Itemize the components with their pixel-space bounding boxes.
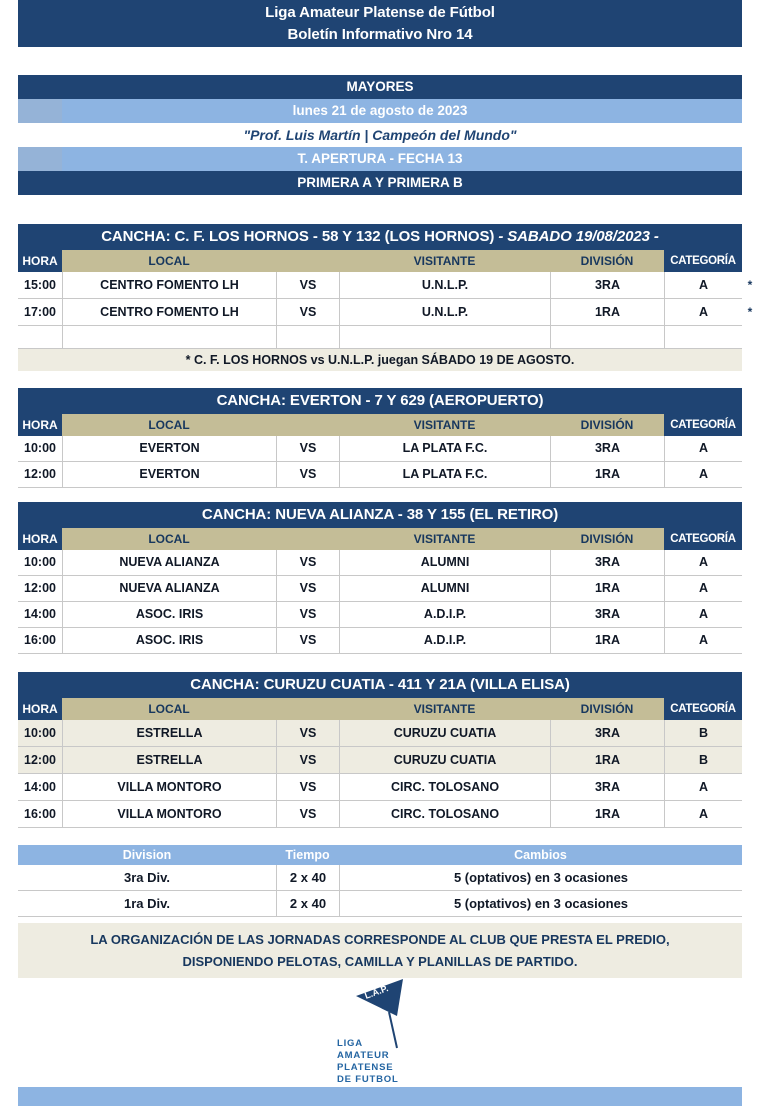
categoria-header: CATEGORÍA <box>664 698 742 720</box>
hora-cell: 17:00 <box>24 305 56 319</box>
hora-cell: 14:00 <box>24 607 56 621</box>
vs-cell: VS <box>276 272 339 298</box>
bottom-band <box>18 1087 742 1106</box>
logo-flag-text: L.A.P. <box>363 983 390 1001</box>
visitante-cell: A.D.I.P. <box>339 602 550 627</box>
rules-tiempo-header: Tiempo <box>285 848 330 862</box>
division-cell: 3RA <box>550 720 664 746</box>
division-cell: 1RA <box>550 462 664 487</box>
division-cell: 3RA <box>550 550 664 575</box>
footnote-mark: * <box>747 278 753 292</box>
categoria-header: CATEGORÍA <box>664 414 742 436</box>
logo-text-line: PLATENSE <box>337 1062 394 1073</box>
footnote-mark: * <box>747 305 753 319</box>
venue-table-los-hornos <box>18 224 753 371</box>
table-header-row <box>18 250 742 272</box>
organization-note <box>18 923 742 978</box>
division-header: DIVISIÓN <box>550 250 664 272</box>
rules-tiempo-cell: 2 x 40 <box>276 891 339 916</box>
band-date <box>18 99 742 123</box>
match-row <box>18 720 742 747</box>
band-category: MAYORES <box>18 75 742 99</box>
local-header: LOCAL <box>62 414 276 436</box>
vs-cell: VS <box>276 801 339 827</box>
table-header-row <box>18 528 742 550</box>
rules-division-cell: 3ra Div. <box>123 870 170 885</box>
vs-cell: VS <box>276 299 339 325</box>
division-cell: 3RA <box>550 272 664 298</box>
visitante-header: VISITANTE <box>339 414 550 436</box>
rules-row <box>18 891 742 917</box>
division-cell: 1RA <box>550 299 664 325</box>
hora-cell: 10:00 <box>24 441 56 455</box>
rules-division-cell: 1ra Div. <box>123 896 170 911</box>
top-banner <box>18 0 742 47</box>
hora-header: HORA <box>18 698 62 720</box>
visitante-cell: ALUMNI <box>339 576 550 601</box>
vs-cell: VS <box>276 774 339 800</box>
band-tournament-label: T. APERTURA - FECHA 13 <box>297 151 463 166</box>
hora-cell: 10:00 <box>24 555 56 569</box>
division-cell: 1RA <box>550 628 664 653</box>
match-row <box>18 462 742 488</box>
venue-title-date: - SABADO 19/08/2023 - <box>498 228 659 245</box>
vs-cell: VS <box>276 576 339 601</box>
hora-header: HORA <box>18 528 62 550</box>
venue-table-curuzu-cuatia <box>18 672 742 828</box>
division-cell: 1RA <box>550 747 664 773</box>
venue-title-text: CANCHA: C. F. LOS HORNOS - 58 Y 132 (LOS HORNOS) <box>101 228 499 245</box>
organization-note-line1: LA ORGANIZACIÓN DE LAS JORNADAS CORRESPONDE AL CLUB QUE PRESTA EL PREDIO, <box>90 932 670 947</box>
local-cell: ESTRELLA <box>62 720 276 746</box>
visitante-cell: LA PLATA F.C. <box>339 462 550 487</box>
venue-footnote: * C. F. LOS HORNOS vs U.N.L.P. juegan SÁBADO 19 DE AGOSTO. <box>18 349 742 371</box>
division-header: DIVISIÓN <box>550 414 664 436</box>
rules-table <box>18 845 742 917</box>
band-tournament <box>18 147 742 171</box>
hora-cell: 16:00 <box>24 633 56 647</box>
categoria-cell: A <box>664 550 742 575</box>
hora-cell: 14:00 <box>24 780 56 794</box>
venue-table-nueva-alianza <box>18 502 742 654</box>
vs-header <box>276 414 339 436</box>
visitante-cell: CIRC. TOLOSANO <box>339 774 550 800</box>
local-cell: CENTRO FOMENTO LH <box>62 299 276 325</box>
visitante-cell: U.N.L.P. <box>339 299 550 325</box>
categoria-cell: B <box>664 747 742 773</box>
categoria-cell: A <box>664 628 742 653</box>
organization-note-line2: DISPONIENDO PELOTAS, CAMILLA Y PLANILLAS DE PARTIDO. <box>182 954 578 969</box>
visitante-cell: CURUZU CUATIA <box>339 720 550 746</box>
vs-header <box>276 250 339 272</box>
visitante-header: VISITANTE <box>339 250 550 272</box>
division-cell: 3RA <box>550 436 664 461</box>
categoria-cell: A <box>664 576 742 601</box>
rules-cambios-cell: 5 (optativos) en 3 ocasiones <box>339 891 742 916</box>
match-row <box>18 576 742 602</box>
venue-title <box>18 224 742 250</box>
local-cell: NUEVA ALIANZA <box>62 550 276 575</box>
rules-header-row <box>18 845 742 865</box>
vs-cell: VS <box>276 462 339 487</box>
rules-division-header: Division <box>122 848 172 862</box>
categoria-cell: A <box>664 602 742 627</box>
categoria-header: CATEGORÍA <box>664 250 742 272</box>
visitante-header: VISITANTE <box>339 528 550 550</box>
local-cell: NUEVA ALIANZA <box>62 576 276 601</box>
match-row <box>18 602 742 628</box>
categoria-cell: A <box>664 299 742 325</box>
local-cell: CENTRO FOMENTO LH <box>62 272 276 298</box>
venue-title: CANCHA: NUEVA ALIANZA - 38 Y 155 (EL RETIRO) <box>18 502 742 528</box>
league-title: Liga Amateur Platense de Fútbol <box>265 4 495 21</box>
vs-header <box>276 528 339 550</box>
vs-cell: VS <box>276 747 339 773</box>
local-cell: EVERTON <box>62 436 276 461</box>
local-header: LOCAL <box>62 528 276 550</box>
categoria-cell: A <box>664 436 742 461</box>
hora-cell: 10:00 <box>24 726 56 740</box>
division-cell: 3RA <box>550 774 664 800</box>
vs-cell: VS <box>276 550 339 575</box>
lap-logo <box>337 978 467 1086</box>
local-cell: ESTRELLA <box>62 747 276 773</box>
vs-cell: VS <box>276 436 339 461</box>
local-cell: ASOC. IRIS <box>62 628 276 653</box>
local-header: LOCAL <box>62 698 276 720</box>
local-cell: EVERTON <box>62 462 276 487</box>
categoria-cell: B <box>664 720 742 746</box>
rules-tiempo-cell: 2 x 40 <box>276 865 339 890</box>
band-date-label: lunes 21 de agosto de 2023 <box>292 103 468 118</box>
hora-header: HORA <box>18 250 62 272</box>
match-row <box>18 628 742 654</box>
match-row <box>18 747 742 774</box>
vs-cell: VS <box>276 602 339 627</box>
match-row <box>18 436 742 462</box>
bulletin-number: Boletín Informativo Nro 14 <box>287 26 473 43</box>
visitante-cell: ALUMNI <box>339 550 550 575</box>
visitante-cell: LA PLATA F.C. <box>339 436 550 461</box>
venue-title: CANCHA: EVERTON - 7 Y 629 (AEROPUERTO) <box>18 388 742 414</box>
vs-cell: VS <box>276 628 339 653</box>
match-row <box>18 550 742 576</box>
division-header: DIVISIÓN <box>550 528 664 550</box>
venue-title: CANCHA: CURUZU CUATIA - 411 Y 21A (VILLA ELISA) <box>18 672 742 698</box>
local-cell: ASOC. IRIS <box>62 602 276 627</box>
hora-cell: 12:00 <box>24 467 56 481</box>
logo-wordmark <box>337 1038 399 1086</box>
match-row <box>18 299 753 326</box>
visitante-header: VISITANTE <box>339 698 550 720</box>
rules-cambios-header: Cambios <box>514 848 567 862</box>
match-row <box>18 801 742 828</box>
division-cell: 3RA <box>550 602 664 627</box>
logo-text-line: AMATEUR <box>337 1050 390 1061</box>
hora-cell: 15:00 <box>24 278 56 292</box>
logo-text-line: LIGA <box>337 1038 363 1049</box>
categoria-cell: A <box>664 801 742 827</box>
categoria-cell: A <box>664 462 742 487</box>
division-header: DIVISIÓN <box>550 698 664 720</box>
info-bands <box>18 75 742 195</box>
logo-text-line: DE FUTBOL <box>337 1074 399 1085</box>
empty-row <box>18 326 742 349</box>
visitante-cell: A.D.I.P. <box>339 628 550 653</box>
hora-cell: 12:00 <box>24 581 56 595</box>
band-quote: "Prof. Luis Martín | Campeón del Mundo" <box>18 123 742 147</box>
visitante-cell: CIRC. TOLOSANO <box>339 801 550 827</box>
table-header-row <box>18 698 742 720</box>
band-divisions: PRIMERA A Y PRIMERA B <box>18 171 742 195</box>
rules-cambios-cell: 5 (optativos) en 3 ocasiones <box>339 865 742 890</box>
hora-header: HORA <box>18 414 62 436</box>
division-cell: 1RA <box>550 801 664 827</box>
local-cell: VILLA MONTORO <box>62 801 276 827</box>
match-row <box>18 272 753 299</box>
hora-cell: 16:00 <box>24 807 56 821</box>
local-header: LOCAL <box>62 250 276 272</box>
division-cell: 1RA <box>550 576 664 601</box>
local-cell: VILLA MONTORO <box>62 774 276 800</box>
vs-cell: VS <box>276 720 339 746</box>
categoria-header: CATEGORÍA <box>664 528 742 550</box>
categoria-cell: A <box>664 774 742 800</box>
vs-header <box>276 698 339 720</box>
venue-table-everton <box>18 388 742 488</box>
hora-cell: 12:00 <box>24 753 56 767</box>
table-header-row <box>18 414 742 436</box>
rules-row <box>18 865 742 891</box>
visitante-cell: CURUZU CUATIA <box>339 747 550 773</box>
categoria-cell: A <box>664 272 742 298</box>
match-row <box>18 774 742 801</box>
visitante-cell: U.N.L.P. <box>339 272 550 298</box>
